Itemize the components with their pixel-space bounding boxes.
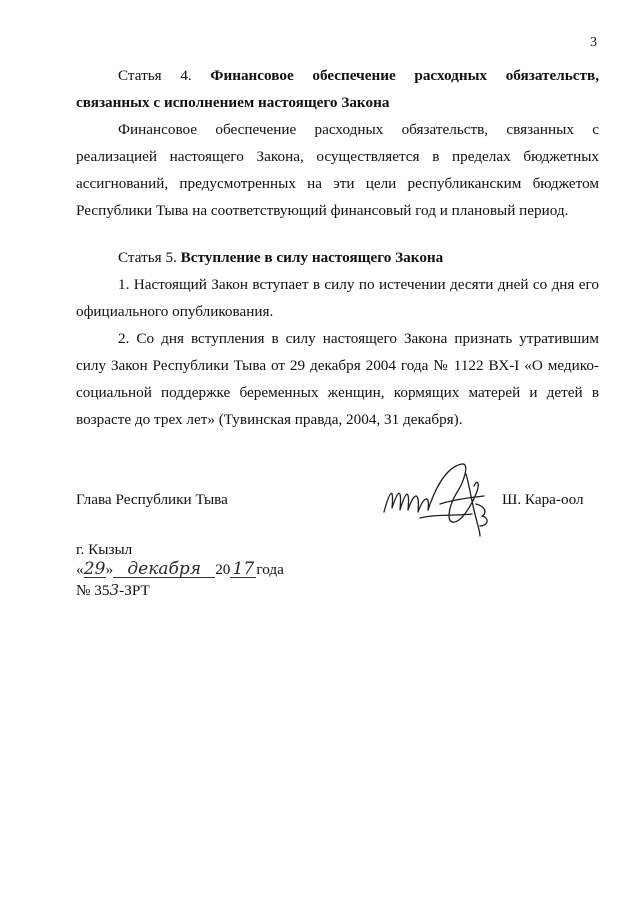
date-close-quote: » — [105, 561, 114, 578]
date-open-quote: « — [76, 561, 84, 578]
article-5-paragraph-2: 2. Со дня вступления в силу настоящего Закона признать утратившим силу Закон Республики Тыва от 29 декабря 2004 года № 1122 ВХ-I «О медико-социальной поддержке беременных женщин, кормящих матерей и детей в возрасте до трех лет» (Тувинская правда, 2004, 31 декабря). — [76, 330, 599, 428]
article-4-title: Финансовое обеспечение расходных обязательств, — [210, 67, 599, 84]
article-4-heading-line1 — [76, 62, 599, 89]
date-year-suffix: 17 — [230, 561, 256, 578]
law-number-suffix: -ЗРТ — [119, 582, 150, 599]
date-year-prefix: 20 — [215, 561, 231, 578]
article-4 — [76, 62, 599, 224]
article-5-heading — [76, 244, 599, 271]
law-number-handwritten-digit: 3 — [109, 581, 120, 599]
article-4-label: Статья 4. — [118, 67, 192, 84]
signing-date — [76, 560, 284, 580]
handwritten-signature — [380, 460, 500, 540]
date-day: 29 — [83, 559, 106, 579]
article-4-heading-line2: связанных с исполнением настоящего Закона — [76, 94, 390, 111]
city: г. Кызыл — [76, 541, 133, 558]
article-5 — [76, 244, 599, 433]
article-5-title: Вступление в силу настоящего Закона — [180, 249, 444, 266]
law-number — [76, 580, 150, 601]
page-number: 3 — [590, 35, 597, 50]
signatory-name: Ш. Кара-оол — [502, 491, 584, 508]
article-4-body: Финансовое обеспечение расходных обязательств, связанных с реализацией настоящего Закона, осуществляется в пределах бюджетных ассигнований, предусмотренных на эти цели республиканским бюджетом Республики Тыва на соответствующий финансовый год и плановый период. — [76, 121, 599, 219]
date-word: года — [256, 561, 284, 578]
date-month: декабря — [113, 561, 215, 578]
article-5-paragraph-1: 1. Настоящий Закон вступает в силу по истечении десяти дней со дня его официального опубликования. — [76, 276, 599, 320]
signatory-position: Глава Республики Тыва — [76, 491, 228, 508]
law-number-prefix: № 35 — [76, 582, 110, 599]
article-5-label: Статья 5. — [118, 249, 177, 266]
